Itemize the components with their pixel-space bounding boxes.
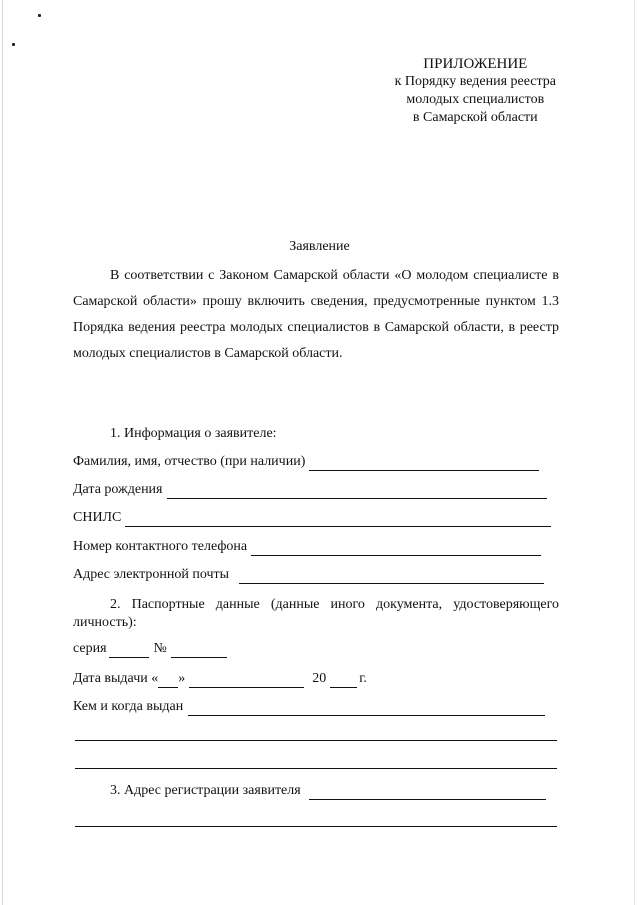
full-name-input-line[interactable] — [309, 456, 539, 471]
issued-by-input-line[interactable] — [188, 701, 545, 716]
snils-input-line[interactable] — [125, 512, 551, 527]
birth-date-input-line[interactable] — [167, 484, 547, 499]
issue-year-input-line[interactable] — [330, 674, 357, 688]
issued-by-extra-line-1[interactable] — [75, 740, 557, 741]
series-input-line[interactable] — [109, 644, 149, 658]
section-1-heading: 1. Информация о заявителе: — [110, 426, 277, 441]
section-2-paragraph: 2. Паспортные данные (данные иного документа, удостоверяющего личность): — [73, 597, 559, 630]
scan-speck — [38, 14, 41, 17]
scan-edge-left — [2, 0, 3, 905]
snils-field[interactable] — [73, 509, 551, 527]
phone-input-line[interactable] — [251, 541, 541, 556]
issued-by-extra-line-2[interactable] — [75, 768, 557, 769]
issue-date-field[interactable] — [73, 670, 367, 688]
phone-label: Номер контактного телефона — [73, 539, 248, 554]
document-title: Заявление — [289, 239, 350, 254]
registration-address-extra-line[interactable] — [75, 826, 557, 827]
scan-edge-right — [634, 0, 635, 905]
appendix-line-1: к Порядку ведения реестра — [394, 74, 556, 89]
snils-label: СНИЛС — [73, 510, 122, 525]
appendix-line-3: в Самарской области — [412, 110, 538, 125]
issue-date-quote-close: » — [178, 671, 186, 686]
scan-speck — [12, 43, 15, 46]
appendix-header — [395, 55, 556, 127]
number-label: № — [153, 641, 167, 656]
appendix-title: ПРИЛОЖЕНИЕ — [423, 56, 528, 72]
intro-paragraph: В соответствии с Законом Самарской области «О молодом специалисте в Самарской области» прошу включить сведения, предусмотренные пунктом 1.3 Порядка ведения реестра молодых специалистов в Самарской области, в реестр молодых специалистов в Самарской области. — [73, 268, 559, 361]
birth-date-field[interactable] — [73, 481, 547, 499]
issue-year-suffix: г. — [359, 671, 367, 686]
email-label: Адрес электронной почты — [73, 567, 230, 582]
email-input-line[interactable] — [239, 569, 544, 584]
registration-address-input-line[interactable] — [309, 785, 546, 800]
full-name-label: Фамилия, имя, отчество (при наличии) — [73, 454, 306, 469]
number-input-line[interactable] — [171, 644, 227, 658]
issued-by-field[interactable] — [73, 698, 545, 716]
phone-field[interactable] — [73, 538, 541, 556]
registration-address-field[interactable] — [110, 782, 546, 800]
issue-date-label: Дата выдачи « — [73, 671, 159, 686]
issued-by-label: Кем и когда выдан — [73, 699, 184, 714]
passport-series-number-field[interactable] — [73, 640, 227, 658]
birth-date-label: Дата рождения — [73, 482, 163, 497]
issue-month-input-line[interactable] — [189, 674, 304, 688]
series-label: серия — [73, 641, 107, 656]
section-3-heading: 3. Адрес регистрации заявителя — [110, 783, 301, 798]
full-name-field[interactable] — [73, 453, 539, 471]
issue-day-input-line[interactable] — [158, 674, 178, 688]
email-field[interactable] — [73, 566, 544, 584]
appendix-line-2: молодых специалистов — [406, 92, 545, 107]
issue-year-prefix: 20 — [312, 671, 327, 686]
